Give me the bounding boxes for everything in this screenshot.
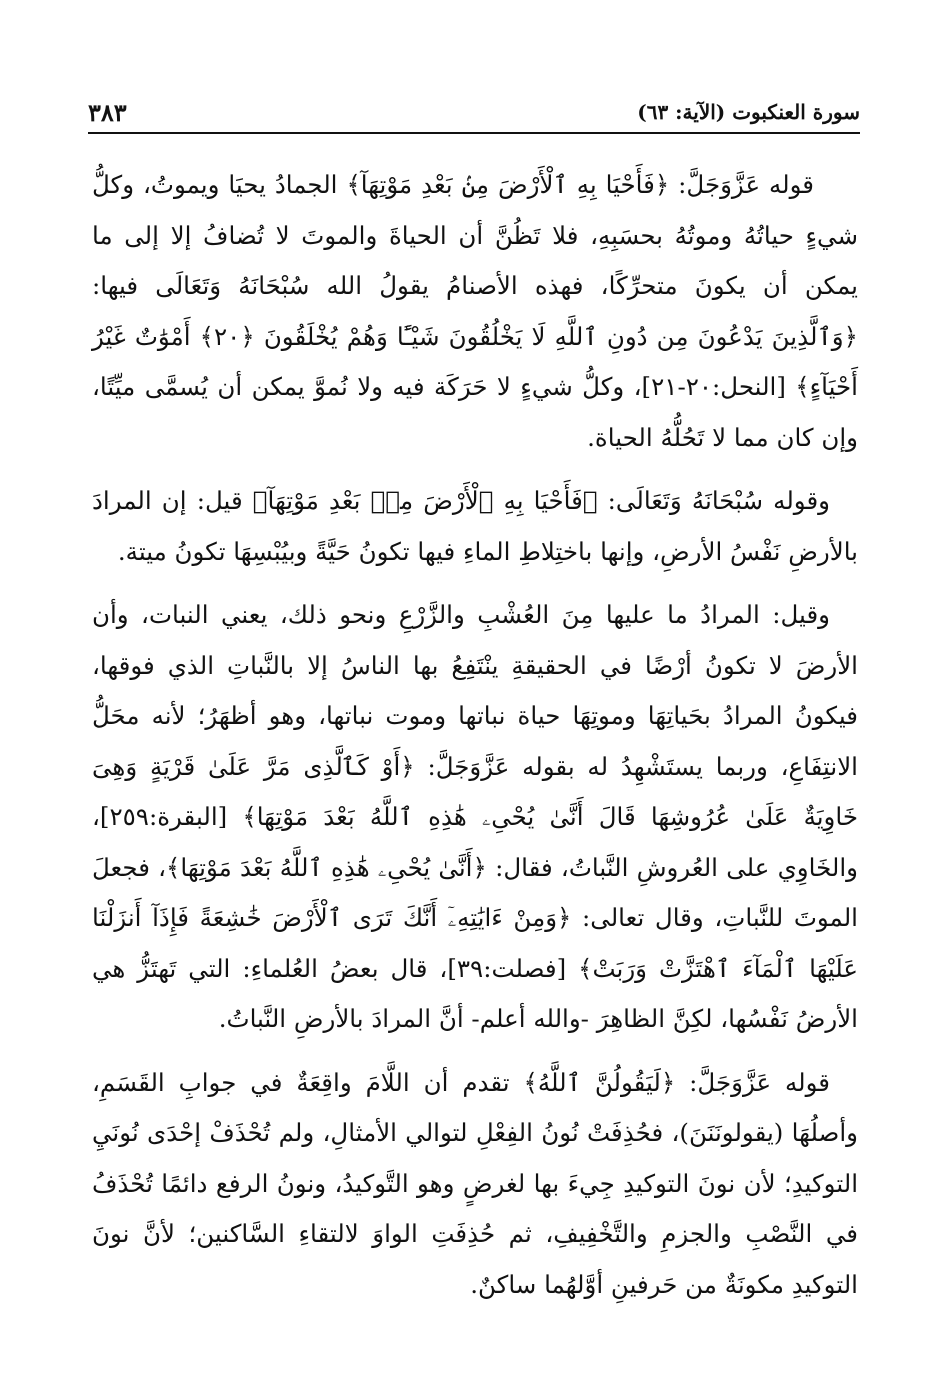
paragraph: قوله عَزَّوَجَلَّ: ﴿فَأَحْيَا بِهِ ٱلْأَرْضَ مِنۢ بَعْدِ مَوْتِهَآ﴾ الجمادُ يحيَا ويموتُ، وكلُّ شيءٍ حياتُهُ وموتُهُ بحسَبِهِ، فلا تَظُنَّ أن الحياةَ والموتَ لا تُضافُ إلا إلى ما يمكن أن يكونَ متحرِّكًا، فهذه الأصنامُ يقولُ الله سُبْحَانَهُ وَتَعَالَى فيها: ﴿وَٱلَّذِينَ يَدْعُونَ مِن دُونِ ٱللَّهِ لَا يَخْلُقُونَ شَيْـًٔا وَهُمْ يُخْلَقُونَ ﴿٢٠﴾ أَمْوَٰتٌ غَيْرُ أَحْيَآءٍ﴾ [النحل:٢٠-٢١]، وكلُّ شيءٍ لا حَرَكَة فيه ولا نُموَّ يمكن أن يُسمَّى ميِّتًا، وإن كان مما لا تَحُلُّهُ الحياة. xyxy=(92,170,858,452)
page-header xyxy=(88,98,860,134)
paragraph: وقوله سُبْحَانَهُ وَتَعَالَى: ﴿فَأَحْيَا بِهِ ٱلْأَرْضَ مِنۢ بَعْدِ مَوْتِهَآ﴾ قيل: إن المرادَ بالأرضِ نَفْسُ الأرضِ، وإنها باختِلاطِ الماءِ فيها تكونُ حَيَّةً وبيُبْسِهَا تكونُ ميتة. xyxy=(92,486,858,566)
page-number: ٣٨٣ xyxy=(88,98,127,127)
header-rule xyxy=(88,132,860,134)
paragraph: قوله عَزَّوَجَلَّ: ﴿لَيَقُولُنَّ ٱللَّهُ﴾ تقدم أن اللَّامَ واقِعَةٌ في جوابِ القَسَمِ، وأصلُهَا (يقولونَنَنَ)، فحُذِفَتْ نُونُ الفِعْلِ لتوالي الأمثالِ، ولم تُحْذَفْ إحْدَى نُونَيِ التوكيدِ؛ لأن نونَ التوكيدِ جِيءَ بها لغرضٍ وهو التَّوكيدُ، ونونُ الرفع دائمًا تُحْذَفُ في النَّصْبِ والجزمِ والتَّخْفِيفِ، ثم حُذِفَتِ الواوَ لالتقاءِ السَّاكنين؛ لأنَّ نونَ التوكيدِ مكونَةٌ من حَرفينِ أوَّلهُما ساكنٌ. xyxy=(92,1067,858,1299)
page-body xyxy=(92,160,858,1317)
paragraph: وقيل: المرادُ ما عليها مِنَ العُشْبِ والزَّرْعِ ونحو ذلك، يعني النبات، وأن الأرضَ لا تكونُ أرْضًا في الحقيقةِ ينْتَفِعُ بها الناسُ إلا بالنَّباتِ الذي فوقها، فيكونُ المرادُ بحَياتِهَا وموتِهَا حياة نباتها وموت نباتها، وهو أظهَرُ؛ لأنه محَلُّ الانتِفَاعِ، وربما يستَشْهِدُ له بقوله عَزَّوَجَلَّ: ﴿أَوْ كَٱلَّذِى مَرَّ عَلَىٰ قَرْيَةٍ وَهِىَ خَاوِيَةٌ عَلَىٰ عُرُوشِهَا قَالَ أَنَّىٰ يُحْىِۦ هَٰذِهِ ٱللَّهُ بَعْدَ مَوْتِهَا﴾ [البقرة:٢٥٩]، والخَاوِي على العُروشِ النَّباتُ، فقال: ﴿أَنَّىٰ يُحْىِۦ هَٰذِهِ ٱللَّهُ بَعْدَ مَوْتِهَا﴾، فجعلَ الموتَ للنَّباتِ، وقال تعالى: ﴿وَمِنْ ءَايَٰتِهِۦٓ أَنَّكَ تَرَى ٱلْأَرْضَ خَٰشِعَةً فَإِذَآ أَنزَلْنَا عَلَيْهَا ٱلْمَآءَ ٱهْتَزَّتْ وَرَبَتْ﴾ [فصلت:٣٩]، قال بعضُ العُلماءِ: التي تَهتَزُّ هي الأرضُ نَفْسُها، لكِنَّ الظاهِرَ -والله أعلم- أنَّ المرادَ بالأرضِ النَّباتُ. xyxy=(92,600,858,1033)
running-title: سورة العنكبوت (الآية: ٦٣) xyxy=(637,100,860,124)
